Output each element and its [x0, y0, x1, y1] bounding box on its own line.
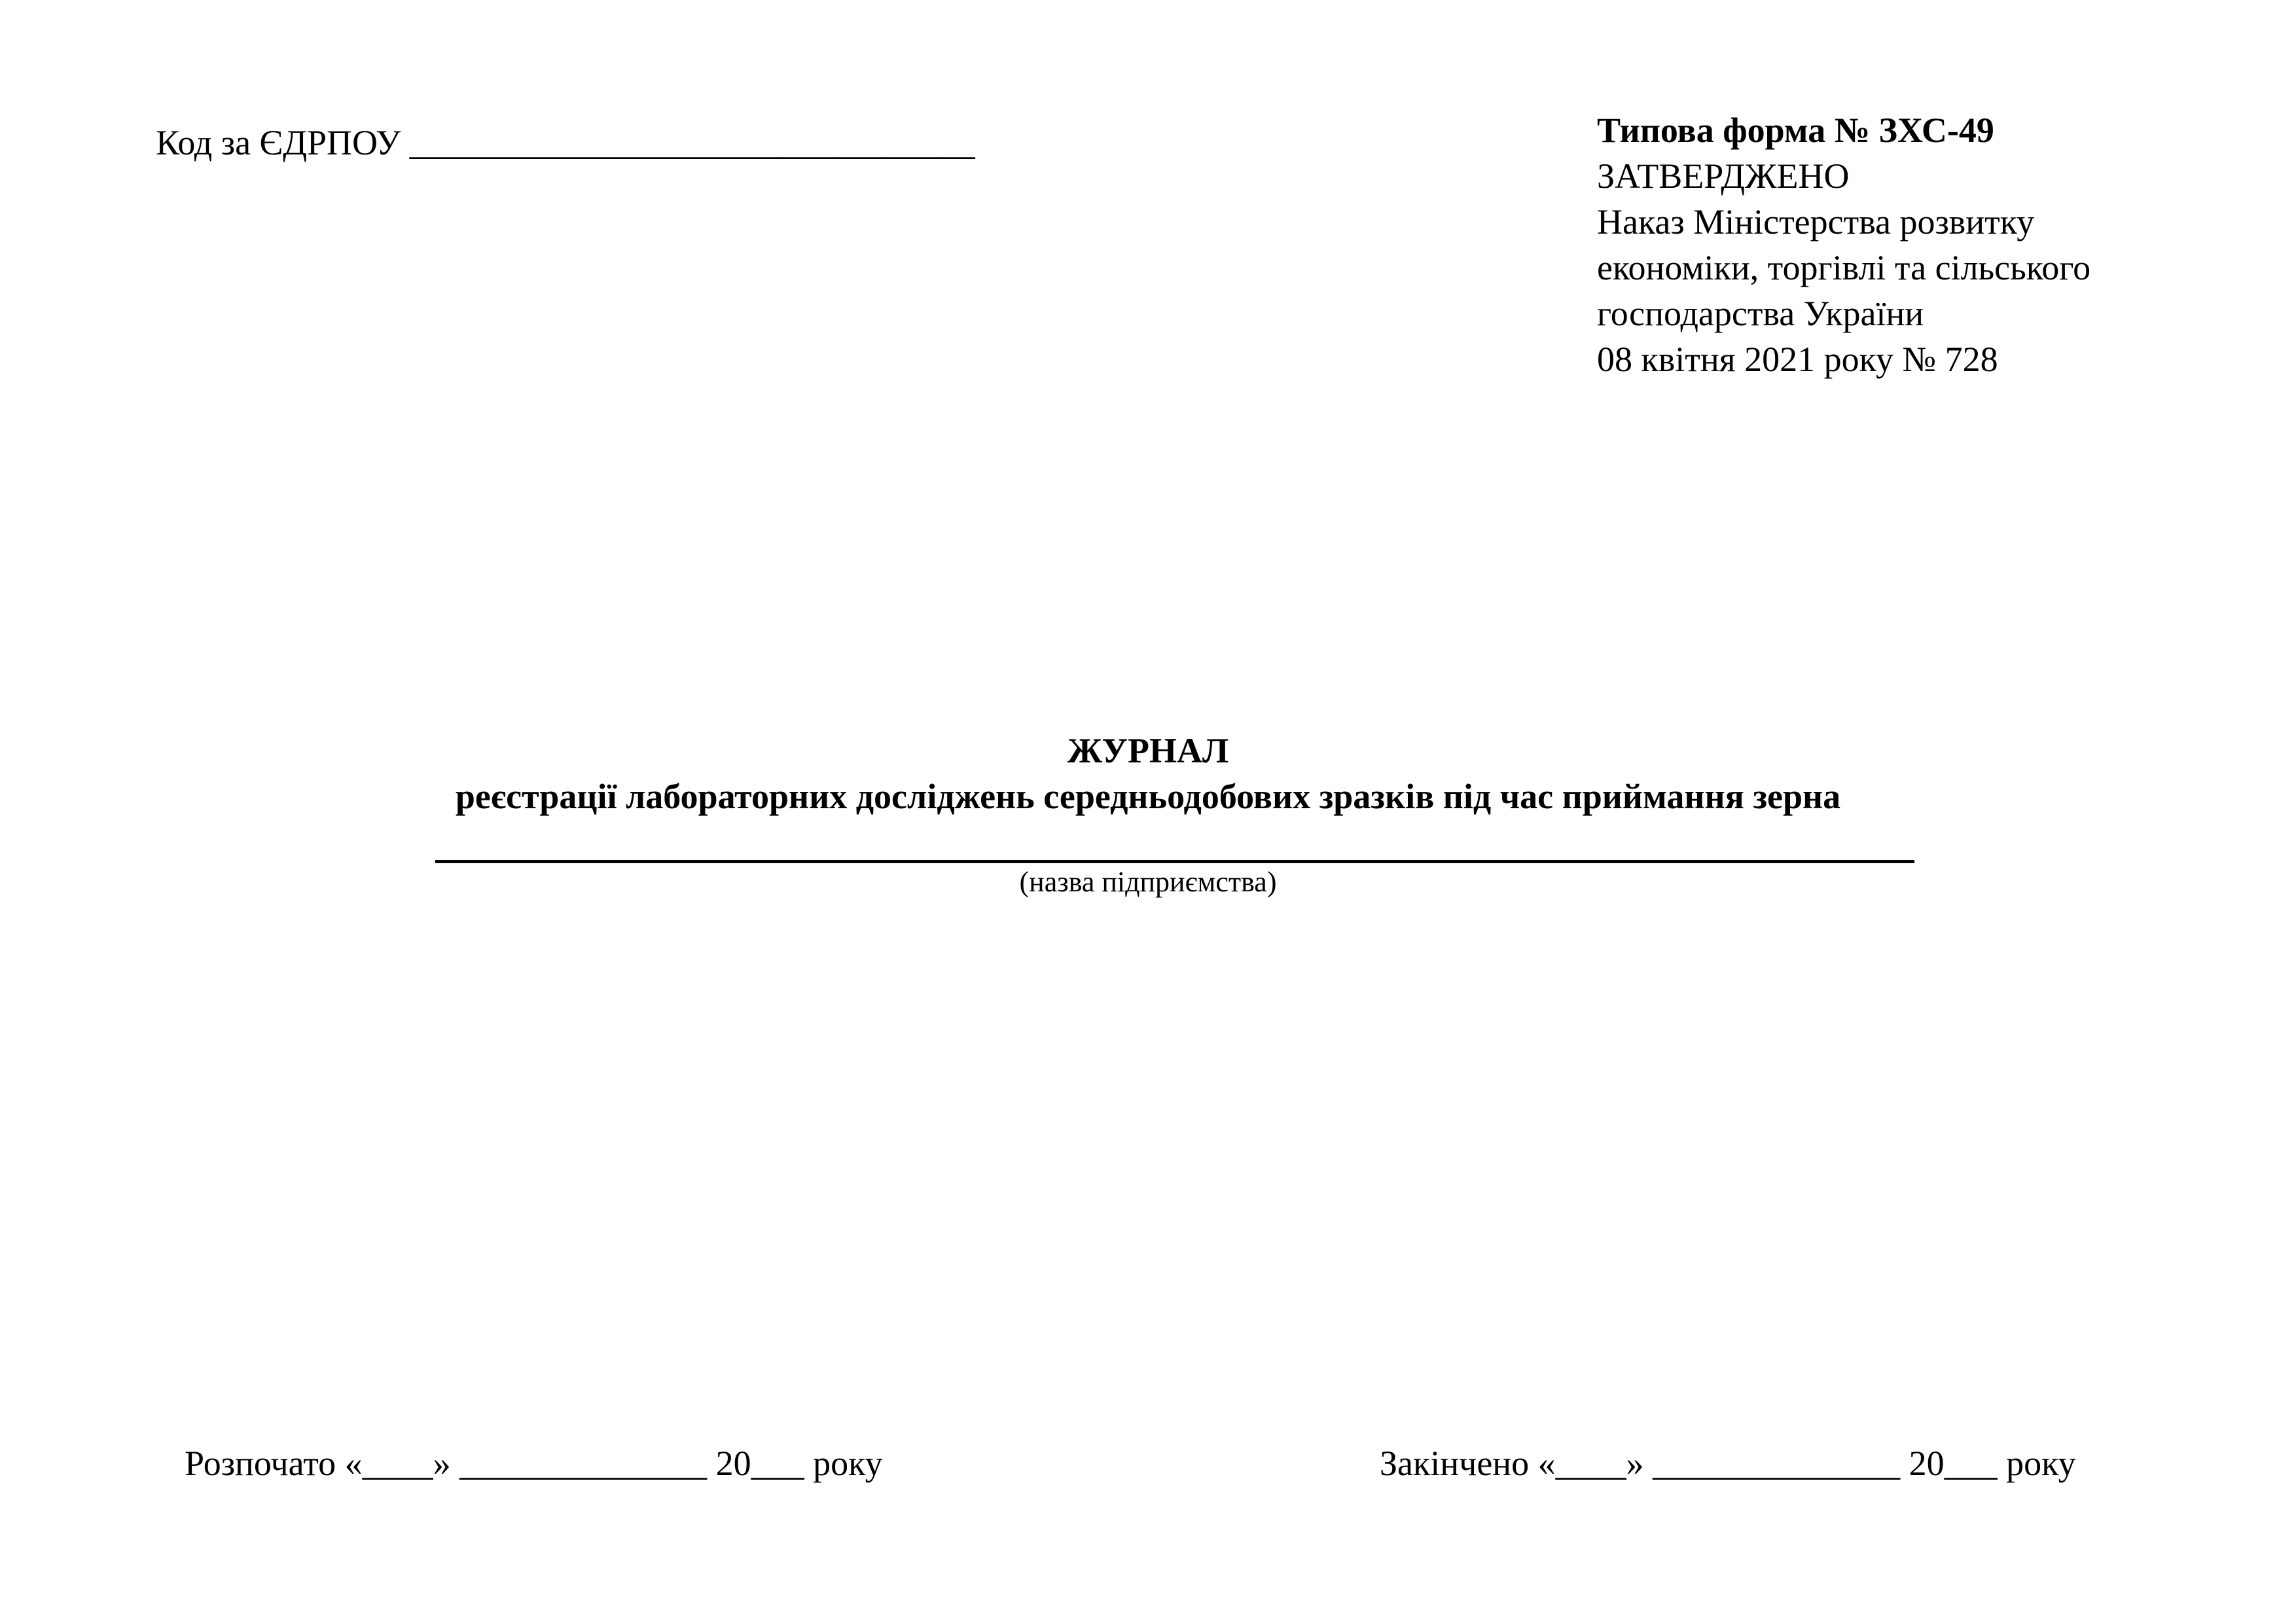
enterprise-name-line [435, 860, 1914, 863]
edrpou-code-field: Код за ЄДРПОУ ________________________________ [156, 123, 975, 162]
journal-subtitle: реєстрації лабораторних досліджень середньодобових зразків під час приймання зерна [455, 777, 1841, 816]
order-date: 08 квітня 2021 року № 728 [1597, 340, 1998, 379]
form-number: Типова форма № ЗХС-49 [1597, 111, 1994, 150]
started-date-field: Розпочато «____» ______________ 20___ року [185, 1444, 883, 1483]
order-line-1: Наказ Міністерства розвитку [1597, 202, 2035, 241]
approved-label: ЗАТВЕРДЖЕНО [1597, 156, 1850, 196]
approval-block [1597, 107, 2090, 382]
order-line-3: господарства України [1597, 294, 1924, 333]
journal-title: ЖУРНАЛ [1067, 731, 1229, 770]
journal-title-block [0, 728, 2296, 819]
order-line-2: економіки, торгівлі та сільського [1597, 248, 2091, 287]
finished-date-field: Закінчено «____» ______________ 20___ року [1380, 1444, 2076, 1483]
enterprise-name-caption: (назва підприємства) [1019, 866, 1277, 898]
